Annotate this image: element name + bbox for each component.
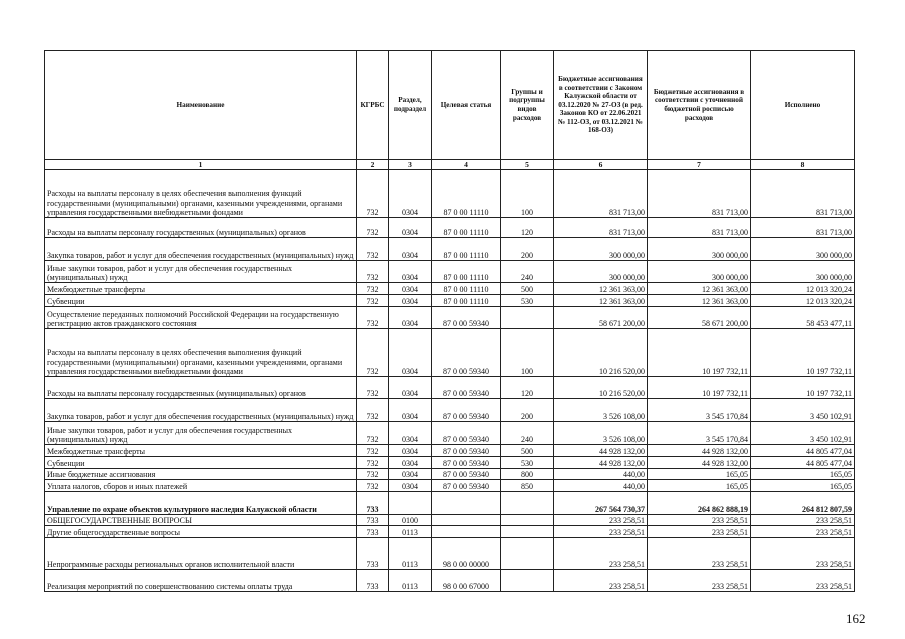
column-number: 1 (45, 160, 357, 170)
executed-amount-cell: 233 258,51 (751, 570, 855, 592)
refined-allocation-cell: 3 545 170,84 (648, 422, 751, 445)
section-cell: 0304 (389, 377, 432, 399)
law-allocation-cell: 3 526 108,00 (554, 422, 648, 445)
section-cell: 0304 (389, 307, 432, 329)
expense-group-cell (501, 526, 554, 538)
row-name-cell: Закупка товаров, работ и услуг для обеспечения государственных (муниципальных) нужд (45, 238, 357, 261)
target-article-cell (432, 492, 501, 515)
table-row (45, 469, 855, 480)
section-cell: 0100 (389, 515, 432, 526)
kgrbs-cell: 732 (357, 457, 389, 469)
table-row (45, 445, 855, 457)
row-name-cell: Межбюджетные трансферты (45, 283, 357, 295)
header-groups: Группы и подгруппы видов расходов (501, 51, 554, 160)
budget-table (44, 50, 855, 592)
executed-amount-cell: 264 812 807,59 (751, 492, 855, 515)
section-cell: 0304 (389, 329, 432, 377)
executed-amount-cell: 10 197 732,11 (751, 377, 855, 399)
table-row (45, 515, 855, 526)
table-row (45, 295, 855, 307)
refined-allocation-cell: 165,05 (648, 469, 751, 480)
expense-group-cell: 120 (501, 218, 554, 238)
section-cell: 0304 (389, 457, 432, 469)
executed-amount-cell: 3 450 102,91 (751, 422, 855, 445)
table-row (45, 329, 855, 377)
row-name-cell: Межбюджетные трансферты (45, 445, 357, 457)
expense-group-cell: 200 (501, 399, 554, 422)
column-number: 3 (389, 160, 432, 170)
kgrbs-cell: 732 (357, 329, 389, 377)
kgrbs-cell: 732 (357, 238, 389, 261)
target-article-cell (432, 515, 501, 526)
expense-group-cell: 500 (501, 283, 554, 295)
header-section: Раздел, подраздел (389, 51, 432, 160)
target-article-cell: 87 0 00 11110 (432, 238, 501, 261)
kgrbs-cell: 732 (357, 218, 389, 238)
section-cell: 0304 (389, 445, 432, 457)
expense-group-cell: 100 (501, 170, 554, 218)
target-article-cell (432, 526, 501, 538)
expense-group-cell (501, 515, 554, 526)
kgrbs-cell: 732 (357, 170, 389, 218)
table-row (45, 526, 855, 538)
refined-allocation-cell: 264 862 888,19 (648, 492, 751, 515)
row-name-cell: ОБЩЕГОСУДАРСТВЕННЫЕ ВОПРОСЫ (45, 515, 357, 526)
section-cell: 0304 (389, 469, 432, 480)
kgrbs-cell: 732 (357, 480, 389, 492)
expense-group-cell (501, 307, 554, 329)
kgrbs-cell: 733 (357, 526, 389, 538)
refined-allocation-cell: 165,05 (648, 480, 751, 492)
column-number: 5 (501, 160, 554, 170)
table-row (45, 399, 855, 422)
row-name-cell: Уплата налогов, сборов и иных платежей (45, 480, 357, 492)
law-allocation-cell: 233 258,51 (554, 570, 648, 592)
refined-allocation-cell: 44 928 132,00 (648, 445, 751, 457)
target-article-cell: 98 0 00 67000 (432, 570, 501, 592)
table-row (45, 492, 855, 515)
section-cell: 0304 (389, 399, 432, 422)
row-name-cell: Управление по охране объектов культурного наследия Калужской области (45, 492, 357, 515)
table-row (45, 307, 855, 329)
section-cell: 0304 (389, 283, 432, 295)
refined-allocation-cell: 10 197 732,11 (648, 329, 751, 377)
kgrbs-cell: 733 (357, 492, 389, 515)
target-article-cell: 87 0 00 11110 (432, 261, 501, 283)
kgrbs-cell: 733 (357, 515, 389, 526)
header-refined: Бюджетные ассигнования в соответствии с уточненной бюджетной росписью расходов (648, 51, 751, 160)
row-name-cell: Иные закупки товаров, работ и услуг для обеспечения государственных (муниципальных) нужд (45, 261, 357, 283)
refined-allocation-cell: 12 361 363,00 (648, 295, 751, 307)
row-name-cell: Иные бюджетные ассигнования (45, 469, 357, 480)
section-cell: 0304 (389, 295, 432, 307)
row-name-cell: Осуществление переданных полномочий Российской Федерации на государственную регистрацию актов гражданского состояния (45, 307, 357, 329)
column-number: 8 (751, 160, 855, 170)
refined-allocation-cell: 831 713,00 (648, 170, 751, 218)
header-name: Наименование (45, 51, 357, 160)
executed-amount-cell: 300 000,00 (751, 261, 855, 283)
refined-allocation-cell: 10 197 732,11 (648, 377, 751, 399)
section-cell (389, 492, 432, 515)
expense-group-cell: 500 (501, 445, 554, 457)
law-allocation-cell: 300 000,00 (554, 238, 648, 261)
executed-amount-cell: 12 013 320,24 (751, 283, 855, 295)
law-allocation-cell: 233 258,51 (554, 526, 648, 538)
law-allocation-cell: 300 000,00 (554, 261, 648, 283)
executed-amount-cell: 831 713,00 (751, 218, 855, 238)
refined-allocation-cell: 831 713,00 (648, 218, 751, 238)
kgrbs-cell: 732 (357, 399, 389, 422)
law-allocation-cell: 44 928 132,00 (554, 445, 648, 457)
refined-allocation-cell: 233 258,51 (648, 538, 751, 570)
row-name-cell: Расходы на выплаты персоналу в целях обеспечения выполнения функций государственными (муниципальными) органами, казенными учреждениями, органами управления государственными внебюджетными фондами (45, 329, 357, 377)
kgrbs-cell: 732 (357, 261, 389, 283)
expense-group-cell (501, 492, 554, 515)
law-allocation-cell: 12 361 363,00 (554, 283, 648, 295)
target-article-cell: 87 0 00 59340 (432, 469, 501, 480)
executed-amount-cell: 233 258,51 (751, 526, 855, 538)
section-cell: 0304 (389, 480, 432, 492)
page-number: 162 (846, 611, 866, 626)
law-allocation-cell: 12 361 363,00 (554, 295, 648, 307)
section-cell: 0113 (389, 538, 432, 570)
table-row (45, 238, 855, 261)
executed-amount-cell: 44 805 477,04 (751, 457, 855, 469)
kgrbs-cell: 732 (357, 295, 389, 307)
law-allocation-cell: 58 671 200,00 (554, 307, 648, 329)
target-article-cell: 87 0 00 11110 (432, 295, 501, 307)
row-name-cell: Расходы на выплаты персоналу в целях обеспечения выполнения функций государственными (муниципальными) органами, казенными учреждениями, органами управления государственными внебюджетными фондами (45, 170, 357, 218)
refined-allocation-cell: 233 258,51 (648, 515, 751, 526)
row-name-cell: Расходы на выплаты персоналу государственных (муниципальных) органов (45, 377, 357, 399)
law-allocation-cell: 10 216 520,00 (554, 377, 648, 399)
kgrbs-cell: 732 (357, 445, 389, 457)
target-article-cell: 87 0 00 59340 (432, 329, 501, 377)
law-allocation-cell: 3 526 108,00 (554, 399, 648, 422)
row-name-cell: Субвенции (45, 295, 357, 307)
expense-group-cell: 200 (501, 238, 554, 261)
executed-amount-cell: 233 258,51 (751, 515, 855, 526)
refined-allocation-cell: 300 000,00 (648, 261, 751, 283)
table-row (45, 480, 855, 492)
target-article-cell: 87 0 00 59340 (432, 422, 501, 445)
column-number: 7 (648, 160, 751, 170)
row-name-cell: Закупка товаров, работ и услуг для обеспечения государственных (муниципальных) нужд (45, 399, 357, 422)
kgrbs-cell: 732 (357, 422, 389, 445)
expense-group-cell: 100 (501, 329, 554, 377)
column-number: 4 (432, 160, 501, 170)
refined-allocation-cell: 300 000,00 (648, 238, 751, 261)
header-executed: Исполнено (751, 51, 855, 160)
expense-group-cell: 240 (501, 422, 554, 445)
expense-group-cell: 530 (501, 295, 554, 307)
row-name-cell: Другие общегосударственные вопросы (45, 526, 357, 538)
expense-group-cell: 240 (501, 261, 554, 283)
law-allocation-cell: 267 564 730,37 (554, 492, 648, 515)
header-kgrbs: КГРБС (357, 51, 389, 160)
header-target: Целевая статья (432, 51, 501, 160)
executed-amount-cell: 3 450 102,91 (751, 399, 855, 422)
refined-allocation-cell: 233 258,51 (648, 526, 751, 538)
table-row (45, 422, 855, 445)
executed-amount-cell: 12 013 320,24 (751, 295, 855, 307)
target-article-cell: 98 0 00 00000 (432, 538, 501, 570)
expense-group-cell: 850 (501, 480, 554, 492)
target-article-cell: 87 0 00 11110 (432, 170, 501, 218)
executed-amount-cell: 831 713,00 (751, 170, 855, 218)
executed-amount-cell: 44 805 477,04 (751, 445, 855, 457)
table-row (45, 170, 855, 218)
section-cell: 0304 (389, 218, 432, 238)
executed-amount-cell: 165,05 (751, 480, 855, 492)
section-cell: 0304 (389, 261, 432, 283)
section-cell: 0304 (389, 238, 432, 261)
executed-amount-cell: 233 258,51 (751, 538, 855, 570)
executed-amount-cell: 300 000,00 (751, 238, 855, 261)
expense-group-cell: 120 (501, 377, 554, 399)
column-number-row (45, 160, 855, 170)
column-number: 6 (554, 160, 648, 170)
row-name-cell: Субвенции (45, 457, 357, 469)
expense-group-cell (501, 570, 554, 592)
column-number: 2 (357, 160, 389, 170)
law-allocation-cell: 440,00 (554, 480, 648, 492)
target-article-cell: 87 0 00 59340 (432, 307, 501, 329)
refined-allocation-cell: 44 928 132,00 (648, 457, 751, 469)
target-article-cell: 87 0 00 11110 (432, 218, 501, 238)
law-allocation-cell: 233 258,51 (554, 515, 648, 526)
kgrbs-cell: 733 (357, 570, 389, 592)
kgrbs-cell: 732 (357, 469, 389, 480)
executed-amount-cell: 10 197 732,11 (751, 329, 855, 377)
expense-group-cell: 800 (501, 469, 554, 480)
section-cell: 0113 (389, 570, 432, 592)
target-article-cell: 87 0 00 59340 (432, 457, 501, 469)
table-row (45, 570, 855, 592)
table-row (45, 283, 855, 295)
law-allocation-cell: 44 928 132,00 (554, 457, 648, 469)
law-allocation-cell: 10 216 520,00 (554, 329, 648, 377)
target-article-cell: 87 0 00 59340 (432, 445, 501, 457)
header-law: Бюджетные ассигнования в соответствии с Законом Калужской области от 03.12.2020 № 27-ОЗ (в ред. Законов КО от 22.06.2021 № 112-ОЗ, от 03.12.2021 № 168-ОЗ) (554, 51, 648, 160)
table-row (45, 261, 855, 283)
expense-group-cell: 530 (501, 457, 554, 469)
refined-allocation-cell: 58 671 200,00 (648, 307, 751, 329)
row-name-cell: Расходы на выплаты персоналу государственных (муниципальных) органов (45, 218, 357, 238)
table-row (45, 218, 855, 238)
kgrbs-cell: 733 (357, 538, 389, 570)
refined-allocation-cell: 12 361 363,00 (648, 283, 751, 295)
refined-allocation-cell: 233 258,51 (648, 570, 751, 592)
target-article-cell: 87 0 00 59340 (432, 377, 501, 399)
refined-allocation-cell: 3 545 170,84 (648, 399, 751, 422)
law-allocation-cell: 831 713,00 (554, 170, 648, 218)
row-name-cell: Реализация мероприятий по совершенствованию системы оплаты труда (45, 570, 357, 592)
target-article-cell: 87 0 00 59340 (432, 399, 501, 422)
header-row (45, 51, 855, 160)
row-name-cell: Непрограммные расходы региональных органов исполнительной власти (45, 538, 357, 570)
law-allocation-cell: 440,00 (554, 469, 648, 480)
executed-amount-cell: 58 453 477,11 (751, 307, 855, 329)
kgrbs-cell: 732 (357, 307, 389, 329)
law-allocation-cell: 831 713,00 (554, 218, 648, 238)
kgrbs-cell: 732 (357, 283, 389, 295)
table-row (45, 457, 855, 469)
target-article-cell: 87 0 00 11110 (432, 283, 501, 295)
table-body (45, 51, 855, 592)
executed-amount-cell: 165,05 (751, 469, 855, 480)
expense-group-cell (501, 538, 554, 570)
law-allocation-cell: 233 258,51 (554, 538, 648, 570)
section-cell: 0304 (389, 422, 432, 445)
row-name-cell: Иные закупки товаров, работ и услуг для обеспечения государственных (муниципальных) нужд (45, 422, 357, 445)
section-cell: 0304 (389, 170, 432, 218)
kgrbs-cell: 732 (357, 377, 389, 399)
table-row (45, 538, 855, 570)
section-cell: 0113 (389, 526, 432, 538)
target-article-cell: 87 0 00 59340 (432, 480, 501, 492)
table-row (45, 377, 855, 399)
